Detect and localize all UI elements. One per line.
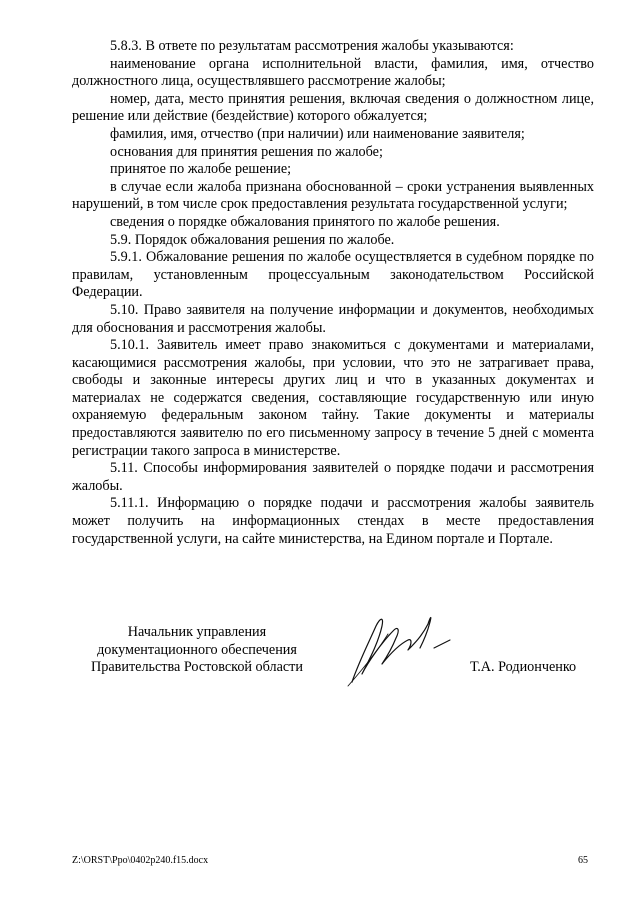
paragraph-decision-grounds: основания для принятия решения по жалобе; [110, 143, 383, 160]
handwritten-signature [338, 604, 458, 694]
signatory-position [72, 624, 322, 677]
paragraph-decision-number: номер, дата, место принятия решения, включая сведения о должностном лице, решение или действие (бездействие) которого обжалуется; [72, 90, 594, 125]
position-line: Правительства Ростовской области [91, 659, 303, 676]
position-line: Начальник управления [127, 624, 267, 640]
paragraph-appeal-info: сведения о порядке обжалования принятого по жалобе решения. [110, 213, 500, 230]
document-body [72, 38, 594, 548]
position-line: документационного обеспечения [97, 641, 297, 658]
file-path: Z:\ORST\Ppo\0402p240.f15.docx [72, 855, 209, 866]
paragraph-applicant-name: фамилия, имя, отчество (при наличии) или наименование заявителя; [110, 125, 525, 142]
paragraph-5-10: 5.10. Право заявителя на получение информации и документов, необходимых для обоснования и рассмотрения жалобы. [72, 301, 594, 336]
paragraph-5-11: 5.11. Способы информирования заявителей о порядке подачи и рассмотрения жалобы. [72, 460, 594, 494]
paragraph-authority-name: наименование органа исполнительной власти, фамилия, имя, отчество должностного лица, осуществлявшего рассмотрение жалобы; [72, 55, 594, 90]
paragraph-5-9: 5.9. Порядок обжалования решения по жалобе. [110, 231, 395, 248]
paragraph-5-11-1: 5.11.1. Информацию о порядке подачи и рассмотрения жалобы заявитель может получить на информационных стендах в месте предоставления государственной услуги, на сайте министерства, на Едином портале и Портале. [72, 495, 594, 547]
page-number: 65 [578, 855, 588, 866]
paragraph-remediation-terms: в случае если жалоба признана обоснованной – сроки устранения выявленных нарушений, в том числе срок предоставления результата государственной услуги; [72, 178, 594, 213]
paragraph-5-10-1: 5.10.1. Заявитель имеет право знакомиться с документами и материалами, касающимися рассмотрения жалобы, при условии, что это не затрагивает права, свободы и законные интересы других лиц и что в указанных документах и материалах не содержатся сведения, составляющие государственную или иную охраняемую федеральным законом тайну. Такие документы и материалы предоставляются заявителю по его письменному запросу в течение 5 дней с момента регистрации такого запроса в министерстве. [72, 337, 594, 459]
paragraph-decision: принятое по жалобе решение; [110, 161, 292, 178]
signatory-name: Т.А. Родионченко [470, 659, 577, 675]
paragraph-5-8-3: 5.8.3. В ответе по результатам рассмотрения жалобы указываются: [110, 38, 514, 54]
paragraph-5-9-1: 5.9.1. Обжалование решения по жалобе осуществляется в судебном порядке по правилам, установленным процессуальным законодательством Российской Федерации. [72, 249, 594, 301]
